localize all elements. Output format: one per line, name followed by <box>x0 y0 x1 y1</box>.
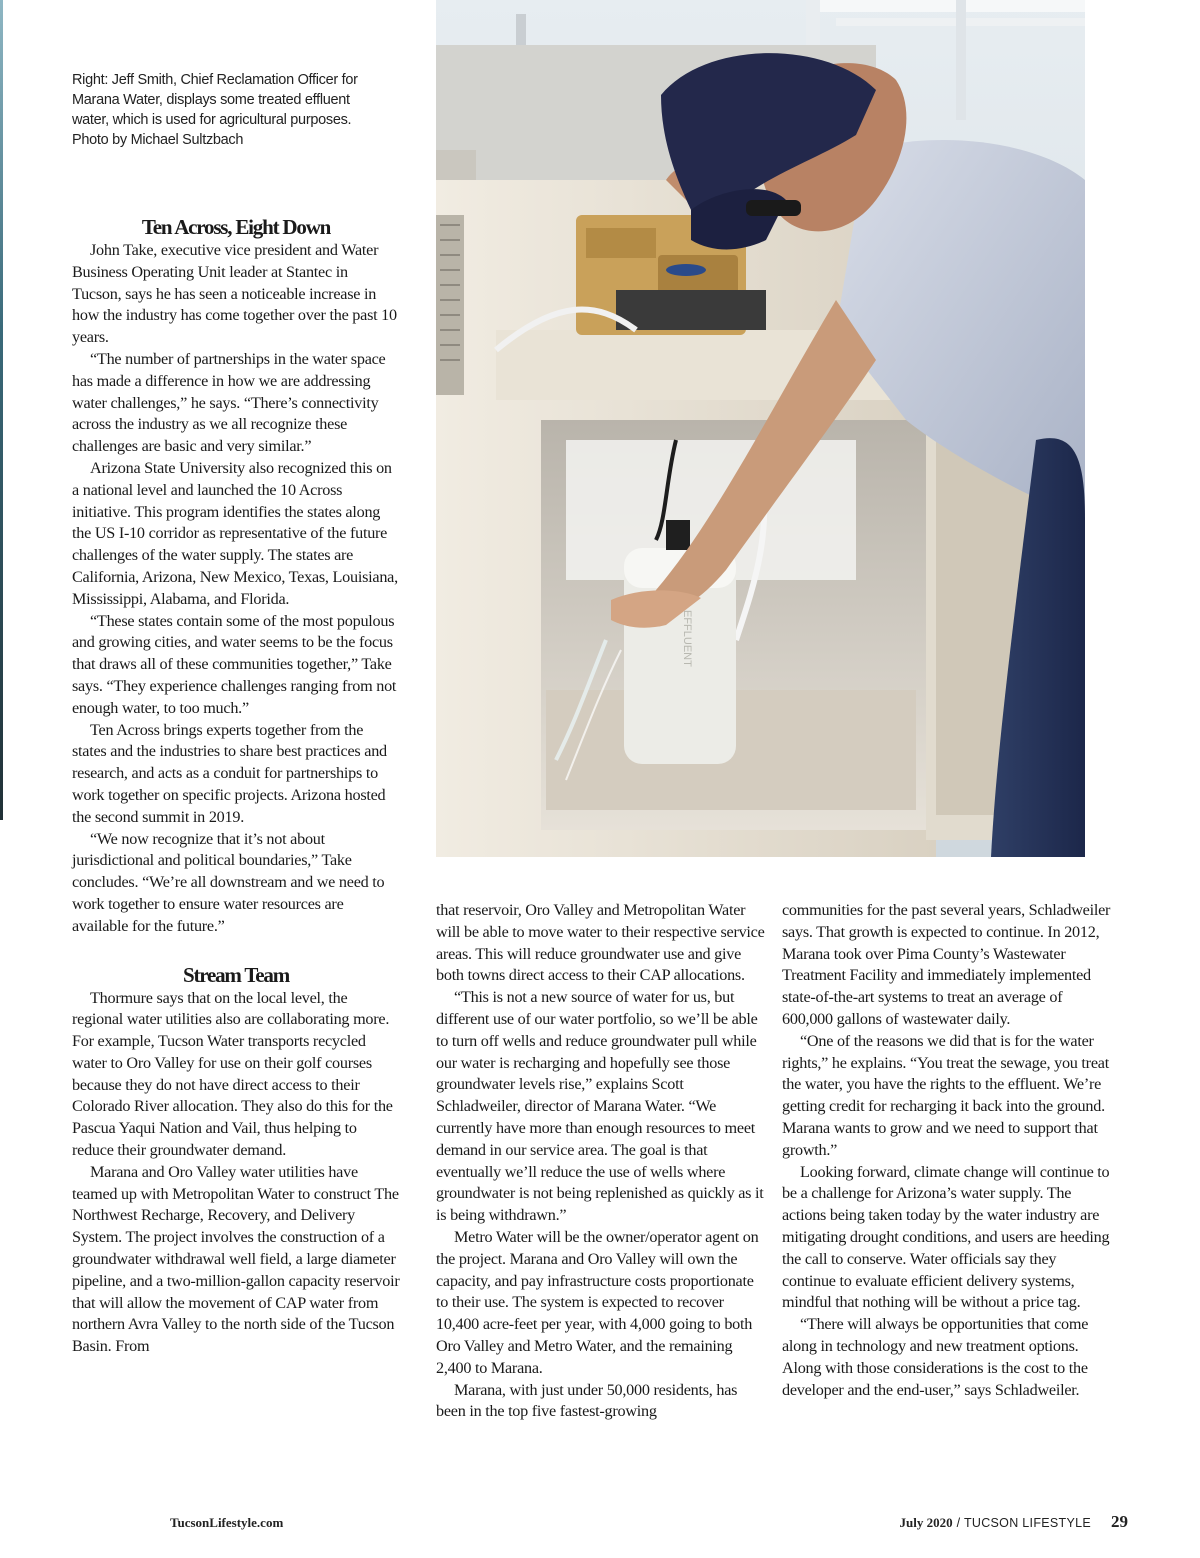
paragraph: Ten Across brings experts together from the states and the industries to share best practices and research, and acts as a conduit for partnerships to work together on specific projects. Arizona hosted the second summit in 2019. <box>72 720 387 826</box>
paragraph: communities for the past several years, Schladweiler says. That growth is expected to continue. In 2012, Marana took over Pima County’s Wastewater Treatment Facility and immediately implemented state-of-the-art systems to treat an average of 600,000 gallons of wastewater daily. <box>782 901 1111 1028</box>
page-edge-mark <box>0 0 3 820</box>
paragraph: “These states contain some of the most populous and growing cities, and water seems to be the focus that draws all of these communities together,” Take says. “They experience challenges ranging from not enough water, to too much.” <box>72 611 397 717</box>
photo-illustration <box>436 0 1085 857</box>
feature-photo <box>436 0 1085 857</box>
paragraph: “The number of partnerships in the water space has made a difference in how we are addressing water challenges,” he says. “There’s connectivity across the industry as we all recognize these challenges are basic and very similar.” <box>72 349 386 456</box>
article-column-3 <box>782 900 1112 1401</box>
caption-line: Right: Jeff Smith, Chief Reclamation Officer for <box>72 72 358 88</box>
article-column-2 <box>436 900 766 1423</box>
jug-label: EFFLUENT <box>681 610 693 667</box>
photo-caption <box>72 70 402 150</box>
paragraph: “We now recognize that it’s not about jurisdictional and political boundaries,” Take concludes. “We’re all downstream and we need to work together to ensure water resources are available for the future.” <box>72 829 385 935</box>
section-heading: Stream Team <box>183 962 289 987</box>
caption-credit: Photo by Michael Sultzbach <box>72 132 244 148</box>
footer-issue: July 2020 <box>899 1515 953 1530</box>
paragraph: that reservoir, Oro Valley and Metropolitan Water will be able to move water to their respective service areas. This will reduce groundwater use and give both towns direct access to their CAP allocations. <box>436 901 765 985</box>
paragraph: “One of the reasons we did that is for the water rights,” he explains. “You treat the sewage, you treat the water, you have the rights to the effluent. We’re getting credit for recharging it back into the ground. Marana wants to grow and we need to support that growth.” <box>782 1031 1109 1159</box>
paragraph: John Take, executive vice president and Water Business Operating Unit leader at Stantec in Tucson, says he has seen a noticeable increase in how the industry has come together over the past 10 years. <box>72 241 397 347</box>
paragraph: Metro Water will be the owner/operator agent on the project. Marana and Oro Valley will own the capacity, and pay infrastructure costs proportionate to their use. The system is expected to recover 10,400 acre-feet per year, with 4,000 going to both Oro Valley and Metro Water, and the remaining 2,400 to Marana. <box>436 1227 759 1377</box>
paragraph: Arizona State University also recognized this on a national level and launched the 10 Across initiative. This program identifies the states along the US I-10 corridor as representative of the future challenges of the water supply. The states are California, Arizona, New Mexico, Texas, Louisiana, Mississippi, Alabama, and Florida. <box>72 458 398 608</box>
caption-line: water, which is used for agricultural purposes. <box>72 112 352 128</box>
paragraph: “There will always be opportunities that come along in technology and new treatment options. Along with those considerations is the cost to the developer and the end-user,” says Schladweiler. <box>782 1315 1089 1399</box>
paragraph: “This is not a new source of water for us, but different use of our water portfolio, so we’ll be able to turn off wells and reduce groundwater pull while our water is recharging and hopefully see those groundwater levels rise,” explains Scott Schladweiler, director of Marana Water. “We currently have more than enough resources to meet demand in our service area. The goal is that eventually we’ll reduce the use of wells where groundwater is not being replenished as quickly as it is being withdrawn.” <box>436 988 764 1225</box>
caption-line: Marana Water, displays some treated effluent <box>72 92 350 108</box>
paragraph: Thormure says that on the local level, the regional water utilities also are collaborating more. For example, Tucson Water transports recycled water to Oro Valley for use on their golf courses because they do not have direct access to their Colorado River allocation. They also do this for the Pascua Yaqui Nation and Vail, thus helping to reduce their groundwater demand. <box>72 988 393 1160</box>
page-number: 29 <box>1111 1512 1128 1531</box>
section-heading: Ten Across, Eight Down <box>141 215 331 239</box>
paragraph: Marana, with just under 50,000 residents, has been in the top five fastest-growing <box>436 1380 738 1421</box>
footer-website: TucsonLifestyle.com <box>170 1515 284 1530</box>
paragraph: Marana and Oro Valley water utilities have teamed up with Metropolitan Water to construct The Northwest Recharge, Recovery, and Delivery System. The project involves the construction of a groundwater withdrawal well field, a large diameter pipeline, and a two-million-gallon capacity reservoir that will allow the movement of CAP water from northern Avra Valley to the north side of the Tucson Basin. From <box>72 1162 400 1356</box>
footer-magazine: / TUCSON LIFESTYLE <box>956 1516 1091 1530</box>
article-column-1 <box>72 214 400 1358</box>
page-footer <box>900 1512 1128 1532</box>
paragraph: Looking forward, climate change will continue to be a challenge for Arizona’s water supply. The actions being taken today by the water industry are mitigating drought conditions, and users are heeding the call to conserve. Water officials say they continue to evaluate efficient delivery systems, mindful that nothing will be without a price tag. <box>782 1162 1110 1312</box>
